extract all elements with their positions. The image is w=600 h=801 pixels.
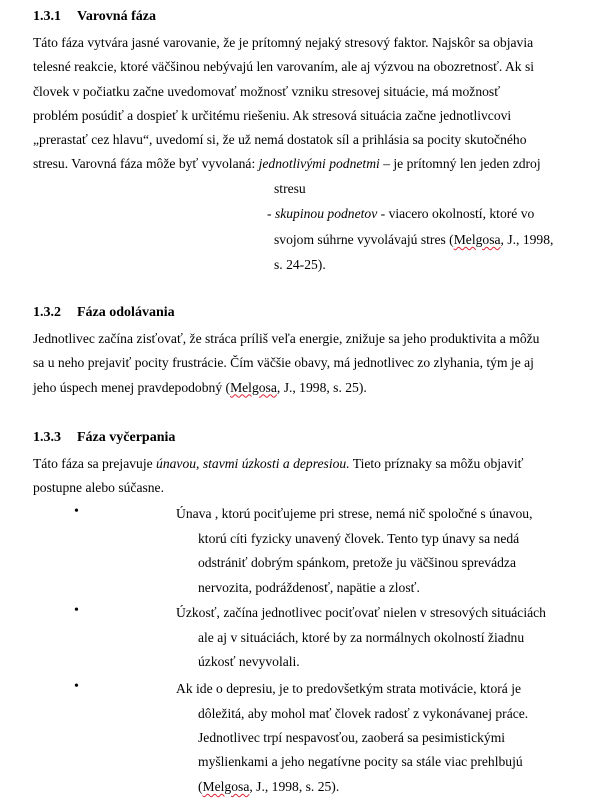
italic-text: únavou, stavmi úzkosti a depresiou. — [156, 456, 350, 471]
bullet-item-line: úzkosť nevyvolali. — [198, 654, 300, 669]
text-run: – je prítomný len jeden zdroj — [379, 156, 541, 172]
bullet-marker: • — [74, 679, 79, 694]
bullet-marker: • — [74, 504, 79, 519]
text-line: problém posúdiť a dospieť k určitému riešeniu. Ak stresová situácia začne jednotlivcovi — [33, 107, 512, 123]
dash: - — [267, 206, 275, 221]
continued-line: stresu — [274, 181, 306, 196]
text-run: stresu. Varovná fáza môže byť vyvolaná: — [33, 156, 259, 172]
bullet-item-line: ktorú cíti fyzicky unavený človek. Tento typ únavy sa nedá — [198, 531, 520, 546]
text-line — [33, 376, 578, 400]
text-run: , J., 1998, s. 25). — [249, 779, 340, 794]
citation-author: Melgosa — [202, 779, 250, 794]
text-run: Tieto príznaky sa môžu objaviť — [349, 456, 524, 471]
section-number: 1.3.2 — [33, 305, 61, 320]
text-run: ( — [198, 779, 203, 794]
section-heading-1-3-1 — [33, 9, 156, 25]
italic-text: jednotlivými podnetmi — [258, 156, 380, 172]
bullet-item-line: odstrániť dobrým spánkom, pretože ju väčšinou sprevádza — [198, 555, 516, 570]
paragraph-faza-vycerpania — [33, 452, 578, 501]
text-line — [33, 452, 578, 476]
sub-item-line: s. 24-25). — [274, 257, 326, 272]
sub-item-line — [274, 228, 553, 252]
section-title: Fáza odolávania — [77, 305, 175, 320]
bullet-item-citation — [198, 775, 339, 799]
citation-author: Melgosa — [230, 379, 277, 395]
paragraph-faza-odolavania — [33, 327, 578, 400]
bullet-item-line: myšlienkami a jeho negatívne pocity sa stále viac prehlbujú — [198, 754, 523, 769]
bullet-item-line: ale aj v situáciách, ktoré by za normálnych okolností žiadnu — [198, 630, 525, 645]
text-line: telesné reakcie, ktoré väčšinou nebývajú len varovaním, ale aj výzvou na obozretnosť. Ak si — [33, 59, 535, 75]
sub-item-skupinou-podnetov — [267, 202, 534, 226]
citation-author: Melgosa — [453, 232, 501, 247]
text-line: sa u neho prejaviť pocity frustrácie. Čím väčšie obavy, má jednotlivec zo zlyhania, tým je aj — [33, 355, 534, 371]
text-line: postupne alebo súčasne. — [33, 480, 164, 496]
text-run: Táto fáza sa prejavuje — [33, 456, 157, 471]
bullet-item-unava: Únava , ktorú pociťujeme pri strese, nemá nič spoločné s únavou, — [176, 506, 533, 521]
bullet-item-line: nervozita, podráždenosť, napätie a zlosť. — [198, 580, 420, 595]
text-line: Jednotlivec začína zisťovať, že stráca príliš veľa energie, znižuje sa jeho produktivita a môžu — [33, 331, 540, 346]
section-heading-1-3-3 — [33, 430, 175, 446]
section-title: Varovná fáza — [77, 9, 156, 24]
bullet-item-line: Jednotlivec trpí nespavosťou, zaoberá sa pesimistickými — [198, 730, 506, 745]
bullet-item-depresia: Ak ide o depresiu, je to predovšetkým strata motivácie, ktorá je — [176, 681, 522, 696]
section-number: 1.3.1 — [33, 9, 61, 24]
bullet-item-uzkost: Úzkosť, začína jednotlivec pociťovať nielen v stresových situáciách — [176, 605, 546, 620]
italic-text: skupinou podnetov — [274, 206, 378, 221]
paragraph-varovna-faza — [33, 31, 578, 177]
section-title: Fáza vyčerpania — [77, 430, 176, 445]
bullet-marker: • — [74, 603, 79, 618]
text-line: človek v počiatku začne uvedomovať možnosť vzniku stresovej situácie, má možnosť — [33, 83, 501, 99]
text-run: svojom súhrne vyvolávajú stres ( — [274, 232, 454, 247]
text-run: jeho úspech menej pravdepodobný ( — [33, 379, 231, 395]
text-run: , J., 1998, s. 25). — [276, 379, 367, 395]
bullet-item-line: dôležitá, aby mohol mať človek radosť z vykonávanej práce. — [198, 706, 529, 721]
section-number: 1.3.3 — [33, 430, 61, 445]
text-line: „prerastať cez hlavu“, uvedomí si, že už nemá dostatok síl a prihlásia sa pocity skutočného — [33, 132, 527, 148]
text-run: - viacero okolností, ktoré vo — [377, 206, 535, 221]
text-run: , J., 1998, — [500, 232, 554, 247]
section-heading-1-3-2 — [33, 305, 175, 321]
text-line: Táto fáza vytvára jasné varovanie, že je prítomný nejaký stresový faktor. Najskôr sa objavia — [33, 35, 534, 50]
text-line — [33, 152, 578, 176]
